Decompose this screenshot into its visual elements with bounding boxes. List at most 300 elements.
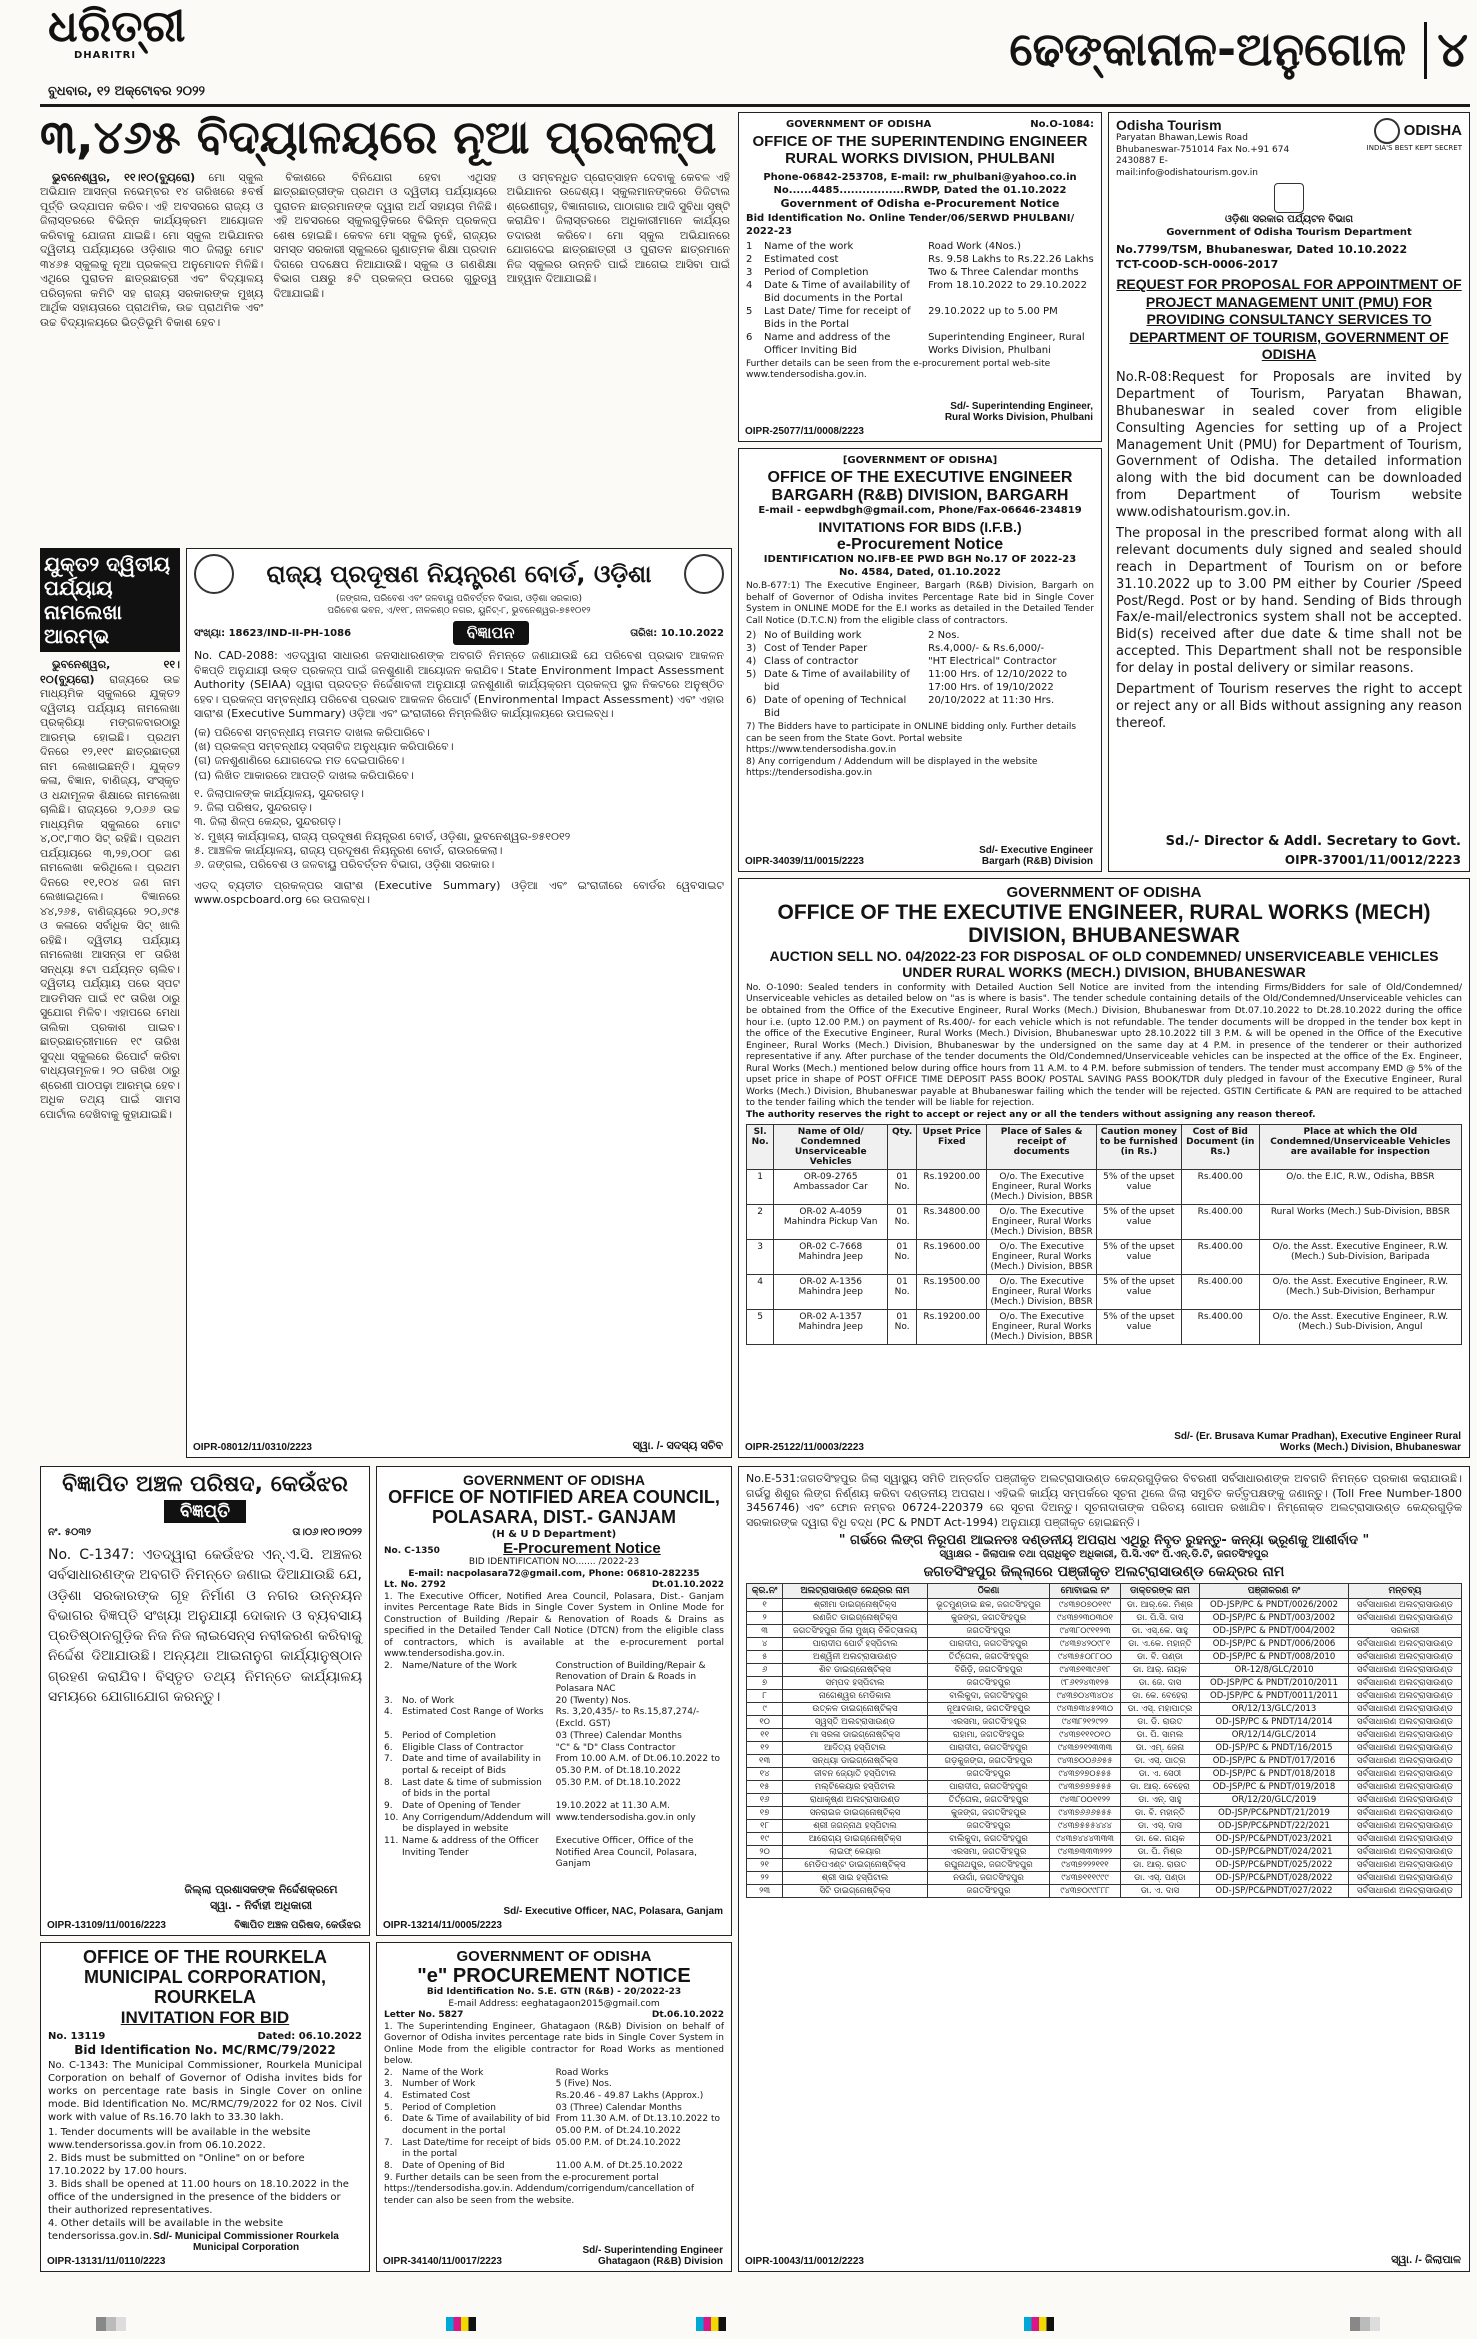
detail-row bbox=[746, 655, 1094, 668]
table-cell: ସର୍ବସାଧାରଣ ଅଲଟ୍ରାସାଉଣ୍ଡ bbox=[1348, 1651, 1461, 1664]
keonjhar-sign2: ସ୍ୱା. - ନିର୍ବାହୀ ଅଧିକାରୀ bbox=[209, 1898, 313, 1912]
detail-value: 11.00 A.M. of Dt.25.10.2022 bbox=[555, 2161, 683, 2172]
tourism-p1: No.R-08:Request for Proposals are invited by Department of Tourism, Paryatan Bhawan, Bhubaneswar in sealed cover from eligible Consulting Agencies for setting up of a Project Management Unit (PMU) for Department of Tourism, Government of Odisha. The detailed information along with the bid document can be downloaded from Department of Tourism website www.odishatourism.gov.in. bbox=[1116, 369, 1462, 521]
table-cell: ୯୪୩୭୧୧୧୦୧୦ bbox=[1050, 1729, 1120, 1742]
detail-row bbox=[384, 2068, 724, 2080]
table-cell: Rs.400.00 bbox=[1181, 1240, 1259, 1275]
column-header: Qty. bbox=[888, 1125, 917, 1170]
table-cell: ସର୍ବସାଧାରଣ ଅଲଟ୍ରାସାଉଣ୍ଡ bbox=[1348, 1859, 1461, 1872]
table-cell: ସନରାଇଜ ଡାଇଗ୍ନୋଷ୍ଟିକ୍ସ bbox=[783, 1807, 928, 1820]
table-cell: 5% of the upset value bbox=[1096, 1310, 1181, 1345]
spcb-footer: ଏତଦ୍‌ ବ୍ୟତୀତ ପ୍ରକଳ୍ପର ସାରାଂଶ (Executive Summary) ଓଡ଼ିଆ ଏବଂ ଇଂରାଜୀରେ ବୋର୍ଡର ୱେବସାଇଟ www.ospcboard.org ରେ ଉପଲବ୍ଧ। bbox=[194, 878, 724, 907]
issue-date: ବୁଧବାର, ୧୨ ଅକ୍ଟୋବର ୨୦୨୨ bbox=[48, 84, 206, 99]
detail-value: Road Works bbox=[555, 2067, 609, 2078]
table-cell: 5 bbox=[747, 1310, 774, 1345]
table-cell: ସର୍ବସାଧାରଣ ଅଲଟ୍ରାସାଉଣ୍ଡ bbox=[1348, 1612, 1461, 1625]
list-item-text: ୫. ଆଞ୍ଚଳିକ କାର୍ଯ୍ୟାଳୟ, ରାଜ୍ୟ ପ୍ରଦୂଷଣ ନିୟନ୍ତ୍ରଣ ବୋର୍ଡ, ରାଉରକେଲା। bbox=[194, 843, 503, 857]
oipr-code: OIPR-13109/11/0016/2223 bbox=[47, 1920, 166, 1931]
masthead-rule bbox=[40, 104, 1470, 107]
table-cell: ମେଡିପଏଣ୍ଟ ଡାଇଗ୍ନୋଷ୍ଟିକ୍ସ bbox=[783, 1859, 928, 1872]
table-cell: ୯୪୩୭୫୦୮୮୦୦ bbox=[1050, 1651, 1120, 1664]
table-cell: ସିଟି ଡାଇଗ୍ନୋଷ୍ଟିକ୍ସ bbox=[783, 1885, 928, 1898]
table-cell: OD-JSP/PC&PNDT/027/2022 bbox=[1200, 1885, 1349, 1898]
table-cell: 1 bbox=[747, 1170, 774, 1205]
table-cell: ସର୍ବସାଧାରଣ ଅଲଟ୍ରାସାଉଣ୍ଡ bbox=[1348, 1703, 1461, 1716]
column-header: Place at which the Old Condemned/Unserviceable Vehicles are available for inspection bbox=[1259, 1125, 1461, 1170]
spcb-sub: (ଜଙ୍ଗଲ, ପରିବେଶ ଏବଂ ଜଳବାୟୁ ପରିବର୍ତ୍ତନ ବିଭାଗ, ଓଡ଼ିଶା ସରକାର) bbox=[336, 594, 582, 604]
polasara-ref: No. C-1350 bbox=[384, 1545, 440, 1556]
page-number: ୪ bbox=[1424, 22, 1468, 79]
keonjhar-meta bbox=[48, 1526, 362, 1539]
table-cell: 01 No. bbox=[888, 1205, 917, 1240]
detail-key: Date of Opening of Bid bbox=[402, 2161, 505, 2172]
detail-value: 29.10.2022 up to 5.00 PM bbox=[928, 305, 1058, 317]
detail-value: 03 (Three) Calendar Months bbox=[555, 2102, 682, 2113]
table-cell: ୧୨ bbox=[747, 1742, 783, 1755]
detail-value: 2 Nos. bbox=[928, 630, 960, 642]
polasara-ltno: Lt. No. 2792 bbox=[384, 1580, 446, 1591]
list-item-text: ୬. ଜଙ୍ଗଲ, ପରିବେଶ ଓ ଜଳବାୟୁ ପରିବର୍ତ୍ତନ ବିଭାଗ, ଓଡ଼ିଶା ସରକାର। bbox=[194, 858, 495, 872]
detail-row bbox=[746, 240, 1094, 253]
detail-key: Any Corrigendum/Addendum will be displayed in website bbox=[402, 1812, 551, 1835]
table-cell: ସର୍ବସାଧାରଣ ଅଲଟ୍ରାସାଉଣ୍ଡ bbox=[1348, 1677, 1461, 1690]
table-cell: ନୂଆବଜାର, ଜଗତସିଂହପୁର bbox=[927, 1703, 1050, 1716]
polasara-dept: (H & U D Department) bbox=[491, 1528, 617, 1540]
tourism-tct: TCT-COOD-SCH-0006-2017 bbox=[1116, 257, 1279, 271]
table-cell: ବାଲିକୁଦା, ଜଗତସିଂହପୁର bbox=[927, 1833, 1050, 1846]
table-cell: OR/12/13/GLC/2013 bbox=[1200, 1703, 1349, 1716]
table-cell: OD-JSP/PC & PNDT/017/2016 bbox=[1200, 1755, 1349, 1768]
bargarh-body: No.B-677:1) The Executive Engineer, Bargarh (R&B) Division, Bargarh on behalf of Governor of Odisha invites Percentage Rate bid in Single Cover System in ONLINE MODE for the E.I works as detailed in the Detailed Tender Call Notice (D.T.C.N) from the eligible class of contractors. bbox=[746, 581, 1094, 626]
table-cell: ଡା. ଏ. ଦାସ bbox=[1120, 1885, 1200, 1898]
auction-govt: GOVERNMENT OF ODISHA bbox=[1006, 884, 1202, 901]
list-item bbox=[194, 858, 724, 872]
ref-no: No.O-1084: bbox=[1030, 119, 1094, 130]
signature: Sd/- Superintending Engineer Ghatagaon (R&B) Division bbox=[582, 2245, 723, 2267]
table-cell: 01 No. bbox=[888, 1170, 917, 1205]
lead-text-1: ମୋ ସ୍କୁଲ ଅଭିଯାନ ଆସନ୍ତା ନଭେମ୍ବର ୧୪ ତାରିଖରେ ୫ବର୍ଷ ପୂର୍ତ୍ତି ଉଦ୍‌ଯାପନ କରିବ। ଏହି ଅବସରରେ ରାଜ୍ୟ ଓ ଜିଲାସ୍ତରରେ ବିଭିନ୍ନ କାର୍ଯ୍ୟକ୍ରମ ଆୟୋଜନ କରିବାକୁ ଯୋଜନା ଯାଇଛି। ମୋ ସ୍କୁଲ ଅଭିଯାନର ଦ୍ୱିତୀୟ ପର୍ଯ୍ୟାୟରେ ଓଡ଼ିଶାର ୩୦ ଜିଲାରୁ ମୋଟ ୩୪୬୫ ସ୍କୁଲକୁ ନୂଆ ପ୍ରକଳ୍ପ ଅନୁମୋଦନ ମିଳିଛି। ଏଥିରେ ପୁରାତନ ଛାତ୍ରଛାତ୍ରୀ ଏବଂ ବିଦ୍ୟାଳୟ ପରିଚାଳନା କମିଟି ସହ ରାଜ୍ୟ ସରକାରଙ୍କ ମୁଖ୍ୟ ଆର୍ଥିକ ସହାୟତାରେ ପ୍ରାଥମିକ, ଉଚ୍ଚ ପ୍ରାଥମିକ ଏବଂ ଉଚ୍ଚ ବିଦ୍ୟାଳୟରେ ଭିତ୍ତିଭୂମି ବିକାଶ ହେବ। bbox=[40, 170, 264, 329]
ghatagaon-intro: 1. The Superintending Engineer, Ghatagaon (R&B) Division on behalf of Governor of Odisha invites percentage rate bids in Single Cover System in Online Mode from the eligible contractor for Road Works as mentioned below. bbox=[384, 2021, 724, 2067]
tourism-p2: The proposal in the prescribed format along with all relevant documents duly signed and sealed should reach in Department of Tourism on or before 31.10.2022 up to 3.00 PM either by Courier /Speed Post/Regd. Post or by hand. Sending of Bids through Fax/e-mail/electronics system shall not be accepted. Bid(s) received after due date & time shall not be accepted. This Department shall not be responsible for delay in postal delivery or similar reasons. bbox=[1116, 526, 1462, 677]
table-cell: ୯୪୩୭୦୭୦୧୧୯ bbox=[1050, 1599, 1120, 1612]
bargarh-notice: e-Procurement Notice bbox=[836, 535, 1004, 553]
table-cell: ଜଗତସିଂହପୁର bbox=[927, 1625, 1050, 1638]
table-cell: କୁଜଙ୍ଗ, ଜଗତସିଂହପୁର bbox=[927, 1807, 1050, 1820]
polasara-notice-row bbox=[384, 1541, 724, 1558]
spcb-meta bbox=[194, 621, 724, 645]
table-cell: କୁଜଙ୍ଗ, ଜଗତସିଂହପୁର bbox=[927, 1612, 1050, 1625]
keonjhar-badge-wrap bbox=[48, 1501, 362, 1522]
reg-mark-gray bbox=[1350, 2317, 1380, 2331]
table-row bbox=[747, 1703, 1462, 1716]
table-cell: ସର୍ବସାଧାରଣ ଅଲଟ୍ରାସାଉଣ୍ଡ bbox=[1348, 1638, 1461, 1651]
table-cell: ଡା. ଏନ୍. ସାହୁ bbox=[1120, 1794, 1200, 1807]
lead-story bbox=[40, 112, 730, 540]
table-cell: ୯୪୩୭୨୭୦୫୫୫ bbox=[1050, 1768, 1120, 1781]
bargarh-invite: INVITATIONS FOR BIDS (I.F.B.) bbox=[818, 519, 1022, 536]
detail-index: 5. bbox=[384, 1730, 393, 1741]
table-cell: OD-JSP/PC & PNDT/019/2018 bbox=[1200, 1781, 1349, 1794]
table-cell: ସର୍ବସାଧାରଣ ଅଲଟ୍ରାସାଉଣ୍ଡ bbox=[1348, 1820, 1461, 1833]
table-row bbox=[747, 1599, 1462, 1612]
table-cell: ୯୪୩୭୩୩୩୨୨୨ bbox=[1050, 1846, 1120, 1859]
table-cell: ସରକାରୀ bbox=[1348, 1625, 1461, 1638]
table-cell: ନଉଗାଁ, ଜଗତସିଂହପୁର bbox=[927, 1872, 1050, 1885]
table-cell: O/o. the E.IC, R.W., Odisha, BBSR bbox=[1259, 1170, 1461, 1205]
ghatagaon-details bbox=[384, 2068, 724, 2173]
signature: ସ୍ୱା. /- ଜିଲାପାଳ bbox=[1391, 2254, 1461, 2266]
table-cell: OD-JSP/PC & PNDT/008/2010 bbox=[1200, 1651, 1349, 1664]
detail-key: Date & Time of availability of bid document in the portal bbox=[402, 2114, 550, 2137]
detail-key: Date & Time of availability of Bid documents in the Portal bbox=[764, 279, 910, 304]
list-item-text: ୩. ଜିଲା ଶିଳ୍ପ କେନ୍ଦ୍ର, ସୁନ୍ଦରଗଡ଼। bbox=[194, 815, 341, 829]
logo-text: ଧରିତ୍ରୀ bbox=[48, 4, 186, 52]
spcb-head bbox=[194, 554, 724, 594]
detail-value: 03 (Three) Calendar Months bbox=[555, 1730, 682, 1741]
detail-index: 7. bbox=[384, 1754, 393, 1765]
table-cell: O/o. The Executive Engineer, Rural Works (Mech.) Division, BBSR bbox=[987, 1240, 1097, 1275]
list-item bbox=[194, 740, 724, 754]
reg-mark-gray bbox=[96, 2317, 126, 2331]
table-cell: 01 No. bbox=[888, 1275, 917, 1310]
detail-index: 4 bbox=[746, 279, 753, 291]
detail-key: Last Date/time for receipt of bids in the portal bbox=[402, 2137, 551, 2160]
table-cell: OD-JSP/PC&PNDT/22/2021 bbox=[1200, 1820, 1349, 1833]
table-cell: ଜଗତସିଂହପୁର bbox=[927, 1820, 1050, 1833]
detail-key: Period of Completion bbox=[402, 2102, 497, 2113]
detail-row bbox=[384, 1731, 724, 1743]
table-cell: ରଣଜିତ ଡାଇଗ୍ନୋଷ୍ଟିକ୍ସ bbox=[783, 1612, 928, 1625]
detail-row bbox=[384, 2138, 724, 2161]
oipr-code: OIPR-34140/11/0017/2223 bbox=[383, 2256, 502, 2267]
detail-value: "HT Electrical" Contractor bbox=[928, 656, 1057, 668]
ad-bargarh bbox=[738, 448, 1102, 872]
spcb-offices bbox=[194, 787, 724, 873]
table-cell: ୨୨ bbox=[747, 1872, 783, 1885]
table-cell: OR/12/20/GLC/2019 bbox=[1200, 1794, 1349, 1807]
table-row bbox=[747, 1820, 1462, 1833]
table-cell: ୯୪୩୮୦୯୧୧୨୩ bbox=[1050, 1625, 1120, 1638]
table-cell: O/o. The Executive Engineer, Rural Works (Mech.) Division, BBSR bbox=[987, 1275, 1097, 1310]
table-cell: ଡା. ଡି. ରାଉତ bbox=[1120, 1716, 1200, 1729]
story2-dateline: ଭୁବନେଶ୍ୱର, ୧୧।୧୦(ବ୍ୟୁରୋ) bbox=[40, 658, 180, 686]
detail-key: Last Date/ Time for receipt of Bids in the Portal bbox=[764, 305, 911, 330]
table-cell: ୯୪୩୭୧୩୯୬୧୮ bbox=[1050, 1664, 1120, 1677]
ad-phulbani-top bbox=[746, 118, 1094, 131]
table-cell: OD-JSP/PC&PNDT/023/2021 bbox=[1200, 1833, 1349, 1846]
bargarh-body3: 8) Any corrigendum / Addendum will be displayed in the website https://tendersodisha.gov.in bbox=[746, 756, 1038, 779]
table-cell: ଏରସମା, ଜଗତସିଂହପୁର bbox=[927, 1716, 1050, 1729]
odisha-tagline: INDIA'S BEST KEPT SECRET bbox=[1366, 144, 1462, 152]
table-cell: ଲାଇଫ୍ କେୟାର bbox=[783, 1846, 928, 1859]
table-cell: ୯୪୩୭୫୫୫୪୪୪ bbox=[1050, 1820, 1120, 1833]
table-cell: Rs.19200.00 bbox=[917, 1310, 987, 1345]
bargarh-body2: 7) The Bidders have to participate in ONLINE bidding only. Further details can be seen from the State Govt. Portal website https://www.tendersodisha.gov.in bbox=[746, 722, 1077, 756]
column-header: Cost of Bid Document (in Rs.) bbox=[1181, 1125, 1259, 1170]
rourkela-invite: INVITATION FOR BID bbox=[120, 2008, 290, 2028]
spcb-badge: ବିଜ୍ଞାପନ bbox=[453, 621, 529, 645]
bargarh-details bbox=[746, 629, 1094, 720]
table-cell: ସର୍ବସାଧାରଣ ଅଲଟ୍ରାସାଉଣ୍ଡ bbox=[1348, 1846, 1461, 1859]
table-cell: ଗଡ଼କୁଜଙ୍ଗ, ଜଗତସିଂହପୁର bbox=[927, 1755, 1050, 1768]
story2-headline: ଯୁକ୍ତ୨ ଦ୍ୱିତୀୟ ପର୍ଯ୍ୟାୟ ନାମଲେଖା ଆରମ୍ଭ bbox=[40, 548, 180, 652]
detail-value: Executive Officer, Office of the Notified Area Council, Polasara, Ganjam bbox=[555, 1836, 697, 1870]
table-cell: ୯୪୩୭୧୧୧୯୯୯ bbox=[1050, 1872, 1120, 1885]
detail-key: No of Building work bbox=[764, 630, 862, 642]
keonjhar-sign bbox=[161, 1882, 361, 1913]
detail-row bbox=[746, 629, 1094, 642]
logo bbox=[48, 4, 198, 74]
oipr-code: OIPR-25077/11/0008/2223 bbox=[745, 426, 864, 437]
table-cell: OD-JSP/PC & PNDT/018/2018 bbox=[1200, 1768, 1349, 1781]
table-cell: ୧୬ bbox=[747, 1794, 783, 1807]
table-cell: OD-JSP/PC & PNDT/14/2014 bbox=[1200, 1716, 1349, 1729]
table-cell: ୧୪ bbox=[747, 1768, 783, 1781]
story-plus2 bbox=[40, 548, 180, 1458]
table-cell: ସର୍ବସାଧାରଣ ଅଲଟ୍ରାସାଉଣ୍ଡ bbox=[1348, 1872, 1461, 1885]
detail-row bbox=[746, 694, 1094, 720]
detail-index: 8. bbox=[384, 1777, 393, 1788]
table-cell: ପାରାଦୀପ, ଜଗତସିଂହପୁର bbox=[927, 1742, 1050, 1755]
table-cell: ୧୮ bbox=[747, 1820, 783, 1833]
ghatagaon-bid: Bid Identification No. S.E. GTN (R&B) - 20/2022-23 bbox=[426, 1987, 682, 1997]
column-header: ଡାକ୍ତରଙ୍କ ନାମ bbox=[1120, 1584, 1200, 1599]
keonjhar-date: ତା।୦୬।୧୦।୨୦୨୨ bbox=[292, 1527, 362, 1538]
table-row bbox=[747, 1742, 1462, 1755]
detail-value: Rs.20.46 - 49.87 Lakhs (Approx.) bbox=[555, 2090, 704, 2101]
detail-key: Date of opening of Technical Bid bbox=[764, 695, 907, 720]
table-cell: ୨ bbox=[747, 1612, 783, 1625]
table-cell: Rs.400.00 bbox=[1181, 1170, 1259, 1205]
table-cell: OR-12/8/GLC/2010 bbox=[1200, 1664, 1349, 1677]
table-cell: Rural Works (Mech.) Sub-Division, BBSR bbox=[1259, 1205, 1461, 1240]
detail-key: Cost of Tender Paper bbox=[764, 643, 868, 655]
table-cell: 01 No. bbox=[888, 1310, 917, 1345]
detail-value: Two & Three Calendar months bbox=[928, 266, 1079, 278]
detail-index: 4. bbox=[384, 2090, 393, 2101]
table-cell: O/o. The Executive Engineer, Rural Works (Mech.) Division, BBSR bbox=[987, 1310, 1097, 1345]
table-cell: ୯୪୩୭୪୪୪୩୩୩ bbox=[1050, 1833, 1120, 1846]
lead-body bbox=[40, 171, 730, 531]
table-cell: OD-JSP/PC&PNDT/21/2019 bbox=[1200, 1807, 1349, 1820]
table-cell: ଡା. ବି. ମହାନ୍ତି bbox=[1120, 1807, 1200, 1820]
detail-key: Name of the work bbox=[764, 240, 854, 252]
oipr-code: OIPR-13131/11/0110/2223 bbox=[47, 2256, 166, 2267]
table-cell: ୧୧ bbox=[747, 1729, 783, 1742]
rourkela-no: No. 13119 bbox=[48, 2031, 106, 2043]
detail-key: Name and address of the Officer Inviting Bid bbox=[764, 331, 891, 356]
table-cell: ୯୪୩୭୦୪୩୪୦୪ bbox=[1050, 1690, 1120, 1703]
table-cell: O/o. the Asst. Executive Engineer, R.W. (Mech.) Sub-Division, Angul bbox=[1259, 1310, 1461, 1345]
table-cell: ୯୮୬୧୨୪୩୧୨୫ bbox=[1050, 1677, 1120, 1690]
bargarh-ident: IDENTIFICATION NO.IFB-EE PWD BGH No.17 OF 2022-23 bbox=[763, 554, 1077, 566]
detail-index: 7. bbox=[384, 2137, 393, 2148]
signature: Sd/- Municipal Commissioner Rourkela Municipal Corporation bbox=[153, 2231, 339, 2253]
jsp-body: No.E-531:ଜଗତସିଂହପୁର ଜିଲା ସ୍ୱାସ୍ଥ୍ୟ ସମିତି ଅନ୍ତର୍ଗତ ପଞ୍ଜୀକୃତ ଅଲଟ୍ରାସାଉଣ୍ଡ କେନ୍ଦ୍ରଗୁଡ଼ିକର ବିବରଣୀ ସର୍ବସାଧାରଣଙ୍କ ଅବଗତି ନିମନ୍ତେ ପ୍ରକାଶ କରାଯାଉଛି। ଗର୍ଭସ୍ଥ ଶିଶୁର ଲିଙ୍ଗ ନିର୍ଣ୍ଣୟ କରିବା ଦଣ୍ଡନୀୟ ଅପରାଧ। ଏହିଭଳି କାର୍ଯ୍ୟ ସମ୍ପର୍କରେ ସୂଚନା ଥିଲେ ଜିଲା ସମୁଚିତ କର୍ତ୍ତୃପକ୍ଷଙ୍କୁ ଜଣାନ୍ତୁ। (Toll Free Number-1800 3456746) ଏବଂ ଫୋନ ନମ୍ବର 06724-220379 ରେ ସୂଚନା ଦିଅନ୍ତୁ। ସୂଚନାଦାତାଙ୍କ ପରିଚୟ ଗୋପନ ରଖାଯିବ। ନିମ୍ନୋକ୍ତ ଅଲଟ୍ରାସାଉଣ୍ଡ କେନ୍ଦ୍ରଗୁଡ଼ିକ ସରକାରଙ୍କ ଦ୍ୱାରା ବିଧି ବଦ୍ଧ (PC & PNDT Act-1994) ଅନୁଯାୟୀ ପଞ୍ଜୀକୃତ ହୋଇଛନ୍ତି। bbox=[746, 1472, 1462, 1529]
table-cell: ରାଧାକୃଷ୍ଣ ଅଲଟ୍ରାସାଉଣ୍ଡ bbox=[783, 1794, 928, 1807]
table-cell: ୧୭ bbox=[747, 1807, 783, 1820]
table-cell: ସ୍ୱସ୍ତି ଅଲଟ୍ରାସାଉଣ୍ଡ bbox=[783, 1716, 928, 1729]
detail-index: 3. bbox=[384, 2079, 393, 2090]
table-row bbox=[747, 1859, 1462, 1872]
detail-value: 19.10.2022 at 11.30 A.M. bbox=[555, 1800, 671, 1811]
lead-headline: ୩,୪୬୫ ବିଦ୍ୟାଳୟରେ ନୂଆ ପ୍ରକଳ୍ପ bbox=[40, 112, 717, 164]
detail-value: 05.00 P.M. of Dt.24.10.2022 bbox=[555, 2137, 681, 2148]
detail-value: 11:00 Hrs. of 12/10/2022 to 17:00 Hrs. of 19/10/2022 bbox=[928, 669, 1067, 694]
signature: ସ୍ୱା. /- ସଦସ୍ୟ ସଚିବ bbox=[632, 1440, 723, 1452]
lead-col-3: ଓ ସମ୍ବନ୍ଧିତ ପ୍ରୋତ୍ସାହନ ଦେବାକୁ କେବଳ ଏହି ଅଭିଯାନର ଉଦ୍ଦେଶ୍ୟ। ସ୍କୁଲମାନଙ୍କରେ ଡିଜିଟାଲ ଶ୍ରେଣୀଗୃହ, ବିଜ୍ଞାନାଗାର, ପାଠାଗାର ଆଦି ସୁବିଧା ସୃଷ୍ଟି କରାଯିବ। ଜିଲାସ୍ତରରେ ଅଧିକାରୀମାନେ କାର୍ଯ୍ୟର ତଦାରଖ କରିବେ। ମୋ ସ୍କୁଲ ଅଭିଯାନରେ ଯୋଗଦେଇ ଛାତ୍ରଛାତ୍ରୀ ଓ ପୁରାତନ ଛାତ୍ରମାନେ ନିଜ ସ୍କୁଲର ଉନ୍ନତି ପାଇଁ ଆଗେଇ ଆସିବା ପାଇଁ ଆହ୍ୱାନ ଦିଆଯାଇଛି। bbox=[506, 170, 730, 286]
table-cell: ୨୦ bbox=[747, 1846, 783, 1859]
detail-key: Eligible Class of Contractor bbox=[402, 1742, 524, 1753]
table-cell: ୯୪୩୭୨୩୦୩୦୧ bbox=[1050, 1612, 1120, 1625]
emblem-icon bbox=[684, 554, 724, 594]
table-cell: ୫ bbox=[747, 1651, 783, 1664]
table-cell: ଶିବ ଡାଇଗ୍ନୋଷ୍ଟିକ୍ସ bbox=[783, 1664, 928, 1677]
table-cell: OR-09-2765 Ambassador Car bbox=[774, 1170, 888, 1205]
detail-index: 2 bbox=[746, 253, 753, 265]
detail-index: 5) bbox=[746, 669, 757, 681]
detail-key: Period of Completion bbox=[402, 1730, 497, 1741]
detail-index: 5 bbox=[746, 305, 753, 317]
odisha-logo-text: ODISHA bbox=[1403, 121, 1462, 139]
table-cell: OD-JSP/PC & PNDT/003/2002 bbox=[1200, 1612, 1349, 1625]
tourism-no: No.7799/TSM, Bhubaneswar, Dated 10.10.2022 bbox=[1116, 243, 1408, 257]
oipr-code: OIPR-37001/11/0012/2223 bbox=[1284, 853, 1461, 867]
column-header: ମନ୍ତବ୍ୟ bbox=[1348, 1584, 1461, 1599]
govt-label: GOVERNMENT OF ODISHA bbox=[786, 119, 932, 130]
detail-key: Date of Opening of Tender bbox=[402, 1800, 521, 1811]
table-cell: ୯୪୩୮୨୧୨୯୨୨ bbox=[1050, 1716, 1120, 1729]
detail-key: Estimated Cost bbox=[402, 2090, 471, 2101]
polasara-govt: GOVERNMENT OF ODISHA bbox=[462, 1472, 645, 1488]
table-cell: OD-JSP/PC & PNDT/16/2015 bbox=[1200, 1742, 1349, 1755]
lead-col-1 bbox=[40, 171, 263, 531]
table-cell: OD-JSP/PC & PNDT/004/2002 bbox=[1200, 1625, 1349, 1638]
ad-keonjhar bbox=[40, 1466, 370, 1936]
detail-value: Superintending Engineer, Rural Works Division, Phulbani bbox=[928, 331, 1085, 356]
table-cell: 01 No. bbox=[888, 1240, 917, 1275]
oipr-code: OIPR-13214/11/0005/2223 bbox=[383, 1920, 502, 1931]
jsp-table-title: ଜଗତସିଂହପୁର ଜିଲ୍ଲାରେ ପଞ୍ଜୀକୃତ ଅଲଟ୍ରାସାଉଣ୍ଡ କେନ୍ଦ୍ରର ନାମ bbox=[923, 1564, 1285, 1581]
table-row bbox=[747, 1755, 1462, 1768]
table-row bbox=[747, 1833, 1462, 1846]
rourkela-date: Dated: 06.10.2022 bbox=[257, 2031, 362, 2043]
detail-value: Road Work (4Nos.) bbox=[928, 240, 1022, 252]
table-cell: ସର୍ବସାଧାରଣ ଅଲଟ୍ରାସାଉଣ୍ଡ bbox=[1348, 1664, 1461, 1677]
ad-rourkela bbox=[40, 1942, 370, 2272]
tourism-rfp-title: REQUEST FOR PROPOSAL FOR APPOINTMENT OF PROJECT MANAGEMENT UNIT (PMU) FOR PROVIDING CONSULTANCY SERVICES TO DEPARTMENT OF TOURISM, GOVERNMENT OF ODISHA bbox=[1116, 276, 1462, 363]
table-cell: ଶ୍ରୀ ଜଗନ୍ନାଥ ହସ୍ପିଟାଲ bbox=[783, 1820, 928, 1833]
table-cell: ମଲ୍ଟିକେୟାର ହସ୍ପିଟାଲ bbox=[783, 1781, 928, 1794]
detail-index: 6 bbox=[746, 331, 753, 343]
table-cell: OD-JSP/PC & PNDT/0026/2002 bbox=[1200, 1599, 1349, 1612]
table-cell: OR-02 A-4059 Mahindra Pickup Van bbox=[774, 1205, 888, 1240]
table-cell: ଡା. ଆର୍. ବେହେରା bbox=[1120, 1781, 1200, 1794]
column-header: ଠିକଣା bbox=[927, 1584, 1050, 1599]
detail-index: 4) bbox=[746, 656, 757, 668]
auction-sub: AUCTION SELL NO. 04/2022-23 FOR DISPOSAL OF OLD CONDEMNED/ UNSERVICEABLE VEHICLES UNDER RURAL WORKS (MECH.) DIVISION, BHUBANESWAR bbox=[769, 948, 1439, 980]
spcb-body: No. CAD-2088: ଏତଦ୍ୱାରା ସାଧାରଣ ଜନସାଧାରଣଙ୍କ ଅବଗତି ନିମନ୍ତେ ଜଣାଯାଉଛି ଯେ ପରିବେଶ ପ୍ରଭାବ ଆକଳନ ବିଜ୍ଞପ୍ତି ଅନୁଯାୟୀ ଉକ୍ତ ପ୍ରକଳ୍ପ ପାଇଁ ଜନଶୁଣାଣି ଆୟୋଜନ କରାଯିବ। State Environment Impact Assessment Authority (SEIAA) ଦ୍ୱାରା ପ୍ରଦତ୍ତ ନିର୍ଦ୍ଦେଶାବଳୀ ଅନୁଯାୟୀ ଜନଶୁଣାଣି କାର୍ଯ୍ୟକ୍ରମ ପ୍ରକଳ୍ପ ସ୍ଥଳ ନିକଟରେ ଅନୁଷ୍ଠିତ ହେବ। ପ୍ରକଳ୍ପ ସମ୍ବନ୍ଧୀୟ ପରିବେଶ ପ୍ରଭାବ ଆକଳନ ରିପୋର୍ଟ (Environmental Impact Assessment) ଏବଂ ଏହାର ସାରାଂଶ (Executive Summary) ଓଡ଼ିଆ ଏବଂ ଇଂରାଜୀରେ ନିମ୍ନଲିଖିତ କାର୍ଯ୍ୟାଳୟରେ ଉପଲବ୍ଧ। bbox=[194, 649, 724, 721]
rourkela-meta bbox=[48, 2030, 362, 2043]
list-item-text: 3. Bids shall be opened at 11.00 hours on 18.10.2022 in the office of the undersigned in the presence of the bidders or their authorized representatives. bbox=[48, 2179, 349, 2217]
table-cell: ସର୍ବସାଧାରଣ ଅଲଟ୍ରାସାଉଣ୍ଡ bbox=[1348, 1716, 1461, 1729]
tourism-govt: Government of Odisha Tourism Department bbox=[1166, 227, 1412, 239]
auction-header-row bbox=[747, 1125, 1462, 1170]
table-cell: ୧୩ bbox=[747, 1755, 783, 1768]
table-cell: ଶ୍ରୀମା ଡାଇଗ୍ନୋଷ୍ଟିକ୍ସ bbox=[783, 1599, 928, 1612]
ad-phulbani-title: OFFICE OF THE SUPERINTENDING ENGINEER RURAL WORKS DIVISION, PHULBANI bbox=[752, 133, 1088, 167]
list-item bbox=[48, 2126, 362, 2152]
table-cell: ସର୍ବସାଧାରଣ ଅଲଟ୍ରାସାଉଣ୍ଡ bbox=[1348, 1781, 1461, 1794]
table-row bbox=[747, 1240, 1462, 1275]
detail-row bbox=[746, 642, 1094, 655]
column-header: Sl. No. bbox=[747, 1125, 774, 1170]
logo-sub: DHARITRI bbox=[74, 50, 137, 62]
table-cell: ମା ସରଳା ଡାଇଗ୍ନୋଷ୍ଟିକ୍ସ bbox=[783, 1729, 928, 1742]
detail-row bbox=[384, 1661, 724, 1696]
table-row bbox=[747, 1729, 1462, 1742]
table-cell: OD-JSP/PC&PNDT/024/2021 bbox=[1200, 1846, 1349, 1859]
detail-index: 6. bbox=[384, 1742, 393, 1753]
table-cell: ବାଲିକୁଦା, ଜଗତସିଂହପୁର bbox=[927, 1690, 1050, 1703]
table-cell: O/o. the Asst. Executive Engineer, R.W. (Mech.) Sub-Division, Berhampur bbox=[1259, 1275, 1461, 1310]
signature: Sd/- Executive Officer, NAC, Polasara, Ganjam bbox=[503, 1906, 723, 1917]
ad-phulbani-notice: Government of Odisha e-Procurement Notice bbox=[780, 197, 1060, 210]
spcb-date: ତାରିଖ: 10.10.2022 bbox=[630, 627, 724, 639]
ad-tourism-head bbox=[1116, 118, 1462, 179]
detail-index: 8. bbox=[384, 2161, 393, 2172]
table-cell: OD-JSP/PC&PNDT/025/2022 bbox=[1200, 1859, 1349, 1872]
table-cell: ଆରୋଗ୍ୟ ଡାଇଗ୍ନୋଷ୍ଟିକ୍ସ bbox=[783, 1833, 928, 1846]
oipr-code: OIPR-34039/11/0015/2223 bbox=[745, 856, 864, 867]
list-item bbox=[194, 801, 724, 815]
reg-mark-cmyk bbox=[1024, 2317, 1054, 2331]
detail-index: 4. bbox=[384, 1707, 393, 1718]
detail-row bbox=[746, 331, 1094, 357]
signature: Sd./- Director & Addl. Secretary to Govt. bbox=[1165, 834, 1461, 849]
table-cell: O/o. The Executive Engineer, Rural Works (Mech.) Division, BBSR bbox=[987, 1170, 1097, 1205]
detail-value: www.tendersodisha.gov.in only bbox=[555, 1812, 696, 1823]
keonjhar-sign1: ଜିଲ୍ଲା ପ୍ରଶାସକଙ୍କ ନିର୍ଦ୍ଦେଶକ୍ରମେ bbox=[184, 1883, 338, 1897]
keonjhar-badge: ବିଜ୍ଞପ୍ତି bbox=[164, 1500, 246, 1523]
polasara-notice: E-Procurement Notice bbox=[503, 1539, 661, 1557]
list-item-text: 4. Other details will be available in the website tendersorissa.gov.in. bbox=[48, 2218, 284, 2243]
table-cell: ୭ bbox=[747, 1677, 783, 1690]
table-cell: ଡା. ପି. ସାମଲ bbox=[1120, 1729, 1200, 1742]
detail-row bbox=[384, 1707, 724, 1730]
detail-index: 3. bbox=[384, 1695, 393, 1706]
list-item bbox=[194, 815, 724, 829]
table-cell: OR-02 C-7668 Mahindra Jeep bbox=[774, 1240, 888, 1275]
polasara-lt bbox=[384, 1580, 724, 1592]
detail-index: 3 bbox=[746, 266, 753, 278]
table-cell: ତିର୍ତ୍ତୋଲ, ଜଗତସିଂହପୁର bbox=[927, 1651, 1050, 1664]
bargarh-no: No. 4584, Dated, 01.10.2022 bbox=[839, 567, 1001, 579]
table-cell: ଭୂତମୁଣ୍ଡାଇ ଛକ, ଜଗତସିଂହପୁର bbox=[927, 1599, 1050, 1612]
polasara-bid: BID IDENTIFICATION NO....... /2022-23 bbox=[468, 1557, 640, 1568]
tourism-p3: Department of Tourism reserves the right to accept or reject any or all Bids without assigning any reason thereof. bbox=[1116, 682, 1462, 731]
oipr-code: OIPR-08012/11/0310/2223 bbox=[193, 1442, 312, 1453]
column-header: Place of Sales & receipt of documents bbox=[987, 1125, 1097, 1170]
detail-index: 2. bbox=[384, 2067, 393, 2078]
table-cell: ଡା. ଆର୍. ରାଉତ bbox=[1120, 1859, 1200, 1872]
bargarh-govt: [GOVERNMENT OF ODISHA] bbox=[842, 455, 998, 466]
ghatagaon-title: "e" PROCUREMENT NOTICE bbox=[417, 1965, 691, 1987]
table-row bbox=[747, 1794, 1462, 1807]
column-header: Upset Price Fixed bbox=[917, 1125, 987, 1170]
table-cell: ଡା. ବି. ପଣ୍ଡା bbox=[1120, 1651, 1200, 1664]
table-row bbox=[747, 1768, 1462, 1781]
